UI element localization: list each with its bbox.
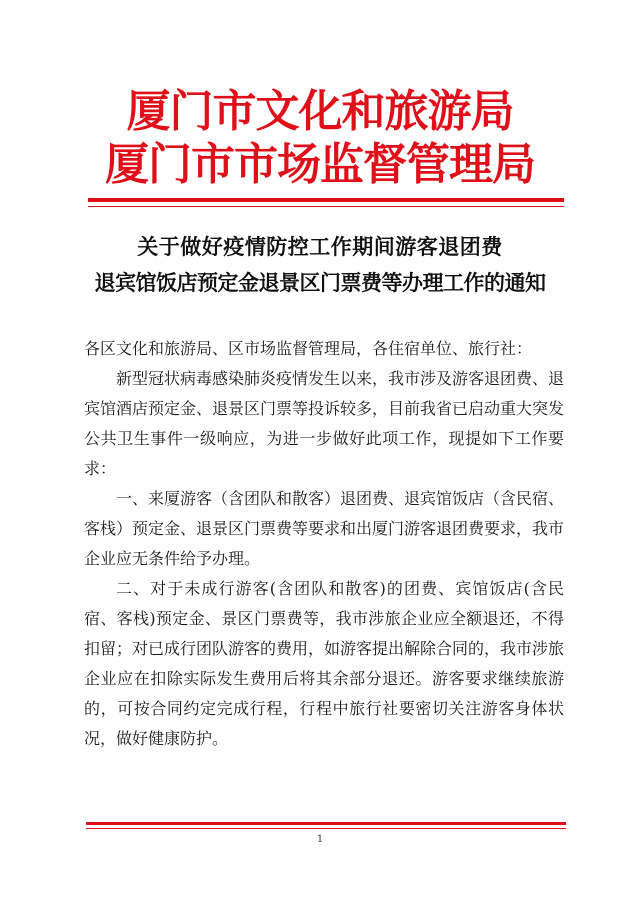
salutation: 各区文化和旅游局、区市场监督管理局，各住宿单位、旅行社： [84,339,533,358]
page-number: 1 [316,834,324,845]
header-divider-thick [88,198,564,202]
issuer-header-line-2: 厦门市市场监督管理局 [105,139,535,190]
body-paragraph-item-2: 二、对于未成行游客(含团队和散客)的团费、宾馆饭店(含民宿、客栈)预定金、景区门票费等，我市涉旅企业应全额退还，不得扣留；对已成行团队游客的费用，如游客提出解除合同的，我市涉旅企业应在扣除实际发生费用后将其余部分退还。游客要求继续旅游的，可按合同约定完成行程，行程中旅行社要密切关注游客身体状况，做好健康防护。 [84,579,565,748]
notice-title-line-1: 关于做好疫情防控工作期间游客退团费 [137,235,503,259]
notice-title-line-2: 退宾馆饭店预定金退景区门票费等办理工作的通知 [94,271,546,295]
body-paragraph-intro: 新型冠状病毒感染肺炎疫情发生以来，我市涉及游客退团费、退宾馆酒店预定金、退景区门票等投诉较多，目前我省已启动重大突发公共卫生事件一级响应，为进一步做好此项工作，现提如下工作要求： [84,369,565,478]
body-paragraph-item-1: 一、来厦游客（含团队和散客）退团费、退宾馆饭店（含民宿、客栈）预定金、退景区门票费等要求和出厦门游客退团费要求，我市企业应无条件给予办理。 [84,489,565,568]
notice-body [84,334,564,754]
issuer-header-line-1: 厦门市文化和旅游局 [126,86,514,137]
footer-divider-thin [86,828,566,829]
header-divider-thin [88,206,564,207]
footer-divider-thick [86,822,566,825]
